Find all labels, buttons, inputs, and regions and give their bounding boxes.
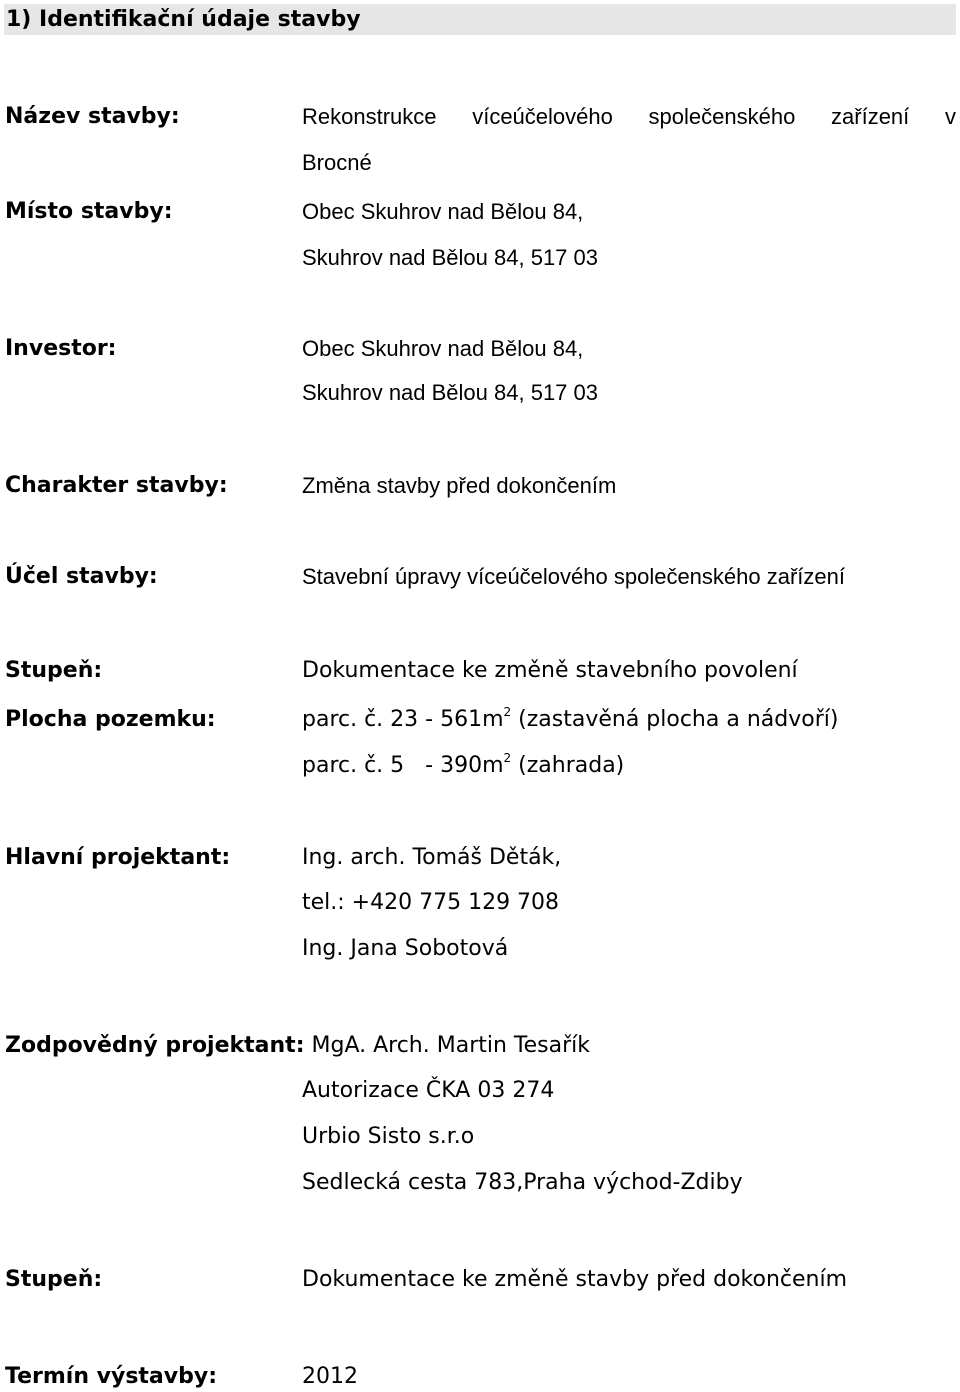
plocha-line2-pre: parc. č. 5 - 390m bbox=[302, 753, 504, 778]
plocha-line2-sup: 2 bbox=[503, 751, 512, 765]
nazev-word: v bbox=[944, 104, 956, 129]
plocha-pozemku-line1 bbox=[302, 707, 838, 733]
nazev-word: Rekonstrukce bbox=[302, 104, 437, 129]
stupen-value: Dokumentace ke změně stavebního povolení bbox=[302, 658, 798, 683]
charakter-stavby-value: Změna stavby před dokončením bbox=[302, 473, 617, 498]
stupen-2-value: Dokumentace ke změně stavby před dokončením bbox=[302, 1267, 848, 1292]
nazev-word: zařízení bbox=[831, 104, 910, 129]
investor-label: Investor: bbox=[5, 336, 117, 361]
section-heading: 1) Identifikační údaje stavby bbox=[4, 4, 956, 35]
misto-stavby-line2: Skuhrov nad Bělou 84, 517 03 bbox=[302, 245, 599, 270]
charakter-stavby-label: Charakter stavby: bbox=[5, 473, 228, 498]
zodpovedny-autorizace: Autorizace ČKA 03 274 bbox=[302, 1078, 555, 1103]
misto-stavby-line1: Obec Skuhrov nad Bělou 84, bbox=[302, 199, 584, 224]
investor-line2: Skuhrov nad Bělou 84, 517 03 bbox=[302, 380, 599, 405]
hlavni-projektant-phone: tel.: +420 775 129 708 bbox=[302, 890, 560, 915]
nazev-word: víceúčelového bbox=[472, 104, 613, 129]
hlavni-projektant-line1: Ing. arch. Tomáš Děták, bbox=[302, 845, 562, 870]
plocha-line1-sup: 2 bbox=[503, 705, 512, 719]
nazev-word: společenského bbox=[648, 104, 796, 129]
zodpovedny-adresa: Sedlecká cesta 783,Praha východ-Zdiby bbox=[302, 1170, 743, 1195]
investor-line1: Obec Skuhrov nad Bělou 84, bbox=[302, 336, 584, 361]
nazev-stavby-value-line1 bbox=[302, 104, 956, 130]
ucel-stavby-label: Účel stavby: bbox=[5, 564, 158, 589]
stupen-label: Stupeň: bbox=[5, 658, 103, 683]
zodpovedny-projektant-name: MgA. Arch. Martin Tesařík bbox=[304, 1033, 590, 1058]
plocha-pozemku-line2 bbox=[302, 753, 624, 779]
zodpovedny-projektant-row bbox=[5, 1033, 590, 1059]
zodpovedny-projektant-label: Zodpovědný projektant: bbox=[5, 1033, 305, 1058]
stupen-2-label: Stupeň: bbox=[5, 1267, 103, 1292]
zodpovedny-firma: Urbio Sisto s.r.o bbox=[302, 1124, 475, 1149]
plocha-line1-post: (zastavěná plocha a nádvoří) bbox=[511, 707, 839, 732]
ucel-stavby-value: Stavební úpravy víceúčelového společenského zařízení bbox=[302, 564, 845, 589]
plocha-pozemku-label: Plocha pozemku: bbox=[5, 707, 216, 732]
nazev-stavby-label: Název stavby: bbox=[5, 104, 180, 129]
plocha-line1-pre: parc. č. 23 - 561m bbox=[302, 707, 504, 732]
nazev-stavby-value-line2: Brocné bbox=[302, 150, 372, 175]
hlavni-projektant-line3: Ing. Jana Sobotová bbox=[302, 936, 509, 961]
hlavni-projektant-label: Hlavní projektant: bbox=[5, 845, 231, 870]
plocha-line2-post: (zahrada) bbox=[511, 753, 625, 778]
misto-stavby-label: Místo stavby: bbox=[5, 199, 173, 224]
termin-vystavby-value: 2012 bbox=[302, 1364, 358, 1389]
termin-vystavby-label: Termín výstavby: bbox=[5, 1364, 218, 1389]
